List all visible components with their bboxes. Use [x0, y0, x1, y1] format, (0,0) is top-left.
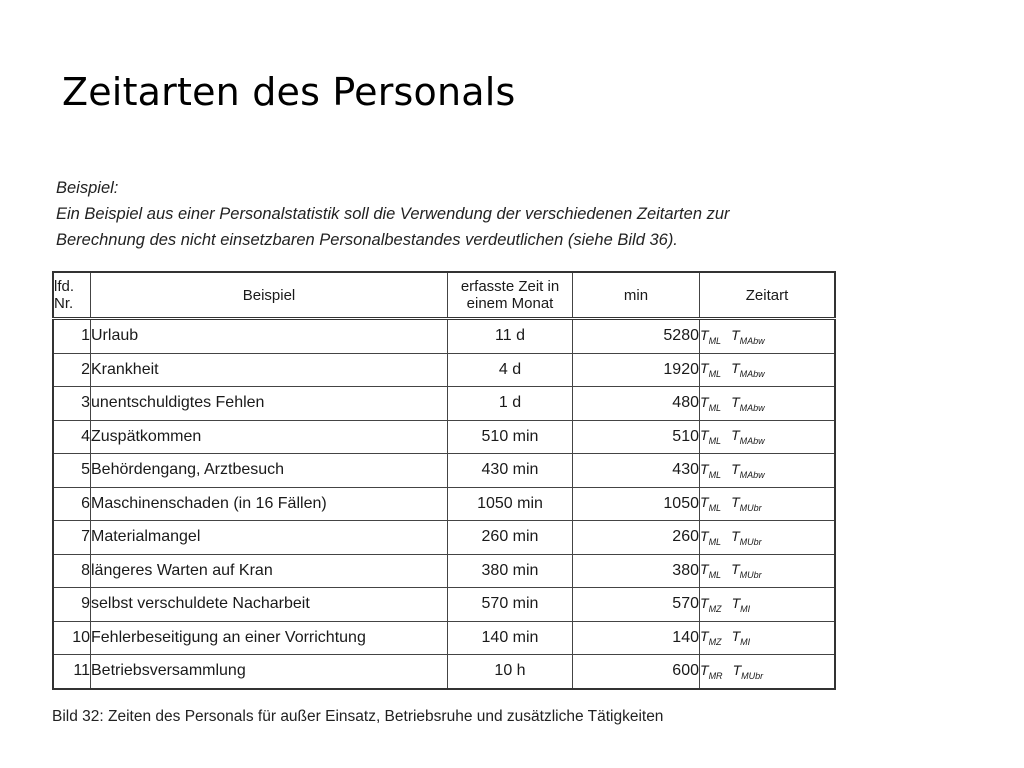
header-zeit-line2: einem Monat — [466, 295, 554, 312]
zeitart-symbol-1: $T_{ML}$ — [700, 326, 722, 346]
row-zeitart — [700, 588, 836, 622]
zeitart-symbol-1-subscript: ML — [708, 536, 722, 547]
intro-block — [52, 175, 852, 253]
zeitart-symbol-2-subscript: MUbr — [741, 670, 764, 681]
row-nr: 1 — [53, 319, 91, 354]
zeitart-symbol-2-subscript: MAbw — [739, 469, 765, 480]
row-beispiel: Zuspätkommen — [91, 420, 448, 454]
header-nr — [53, 272, 91, 319]
zeitart-symbol-2-subscript: MAbw — [739, 369, 765, 380]
row-minuten: 600 — [573, 655, 700, 689]
header-nr-line2: Nr. — [54, 295, 74, 312]
row-beispiel: Krankheit — [91, 353, 448, 387]
table-row — [53, 319, 835, 354]
row-minuten: 1920 — [573, 353, 700, 387]
table-row — [53, 588, 835, 622]
zeitart-symbol-2: $T_{MAbw}$ — [731, 460, 765, 480]
row-beispiel: Behördengang, Arztbesuch — [91, 454, 448, 488]
zeitart-symbol-2: $T_{MUbr}$ — [732, 661, 764, 681]
zeitart-symbol-2: $T_{MAbw}$ — [731, 393, 765, 413]
zeitart-symbol-1: $T_{ML}$ — [700, 360, 722, 380]
row-nr: 5 — [53, 454, 91, 488]
zeitart-symbol-1: $T_{ML}$ — [700, 527, 722, 547]
zeitart-symbol-1: $T_{MR}$ — [700, 661, 723, 681]
row-beispiel: Fehlerbeseitigung an einer Vorrichtung — [91, 621, 448, 655]
header-nr-line1: lfd. — [54, 278, 75, 295]
row-beispiel: Betriebsversammlung — [91, 655, 448, 689]
row-zeitart — [700, 420, 836, 454]
zeitart-symbol-1: $T_{ML}$ — [700, 561, 722, 581]
row-zeitart — [700, 353, 836, 387]
zeitart-symbol-2: $T_{MUbr}$ — [731, 494, 762, 514]
zeitart-symbol-2: $T_{MAbw}$ — [731, 427, 765, 447]
header-zeitart: Zeitart — [700, 272, 836, 319]
zeitart-symbol-2: $T_{MUbr}$ — [731, 527, 762, 547]
row-erfasste-zeit: 1050 min — [448, 487, 573, 521]
header-zeit-line1: erfasste Zeit in — [460, 278, 560, 295]
table-row — [53, 454, 835, 488]
zeitart-symbol-1: $T_{ML}$ — [700, 460, 722, 480]
row-beispiel: selbst verschuldete Nacharbeit — [91, 588, 448, 622]
zeitart-symbol-1: $T_{MZ}$ — [700, 628, 722, 648]
table-row — [53, 655, 835, 689]
row-erfasste-zeit: 11 d — [448, 319, 573, 354]
zeitart-symbol-2-subscript: MUbr — [739, 503, 762, 514]
row-minuten: 430 — [573, 454, 700, 488]
row-beispiel: Urlaub — [91, 319, 448, 354]
intro-label: Beispiel: — [56, 179, 119, 197]
row-beispiel: unentschuldigtes Fehlen — [91, 387, 448, 421]
row-erfasste-zeit: 260 min — [448, 521, 573, 555]
row-beispiel: Maschinenschaden (in 16 Fällen) — [91, 487, 448, 521]
table-row — [53, 387, 835, 421]
zeitart-symbol-1-subscript: MZ — [708, 637, 722, 648]
zeitart-symbol-1-subscript: MZ — [708, 603, 722, 614]
row-nr: 11 — [53, 655, 91, 689]
row-erfasste-zeit: 4 d — [448, 353, 573, 387]
figure-caption: Bild 32: Zeiten des Personals für außer Einsatz, Betriebsruhe und zusätzliche Tätigkeiten — [52, 708, 664, 725]
row-minuten: 480 — [573, 387, 700, 421]
zeitart-symbol-1-subscript: ML — [708, 436, 722, 447]
row-zeitart — [700, 387, 836, 421]
zeitart-symbol-2-subscript: MAbw — [739, 436, 765, 447]
row-nr: 6 — [53, 487, 91, 521]
row-nr: 8 — [53, 554, 91, 588]
row-nr: 3 — [53, 387, 91, 421]
header-min: min — [573, 272, 700, 319]
zeitart-symbol-1-subscript: ML — [708, 402, 722, 413]
zeitart-symbol-1: $T_{ML}$ — [700, 427, 722, 447]
zeitart-symbol-1-subscript: ML — [708, 469, 722, 480]
header-erfasste-zeit — [448, 272, 573, 319]
zeitart-symbol-2-subscript: MI — [740, 637, 751, 648]
zeitart-symbol-2-subscript: MUbr — [739, 536, 762, 547]
row-minuten: 510 — [573, 420, 700, 454]
row-zeitart — [700, 319, 836, 354]
zeitart-symbol-1-subscript: ML — [708, 369, 722, 380]
intro-line-2: Berechnung des nicht einsetzbaren Personalbestandes verdeutlichen (siehe Bild 36). — [56, 231, 678, 249]
zeitart-symbol-2-subscript: MUbr — [739, 570, 762, 581]
table-row — [53, 487, 835, 521]
zeitart-symbol-2: $T_{MI}$ — [731, 594, 751, 614]
row-nr: 4 — [53, 420, 91, 454]
table-row — [53, 554, 835, 588]
zeitart-symbol-1-subscript: ML — [708, 570, 722, 581]
zeitart-symbol-1: $T_{ML}$ — [700, 393, 722, 413]
row-erfasste-zeit: 510 min — [448, 420, 573, 454]
table-row — [53, 420, 835, 454]
zeitart-symbol-2: $T_{MAbw}$ — [731, 326, 765, 346]
table-row — [53, 621, 835, 655]
row-nr: 10 — [53, 621, 91, 655]
row-zeitart — [700, 454, 836, 488]
row-zeitart — [700, 521, 836, 555]
row-beispiel: Materialmangel — [91, 521, 448, 555]
row-erfasste-zeit: 140 min — [448, 621, 573, 655]
row-zeitart — [700, 554, 836, 588]
row-nr: 2 — [53, 353, 91, 387]
row-minuten: 140 — [573, 621, 700, 655]
zeitart-symbol-1: $T_{ML}$ — [700, 494, 722, 514]
zeitart-symbol-2-subscript: MAbw — [739, 402, 765, 413]
row-erfasste-zeit: 430 min — [448, 454, 573, 488]
row-erfasste-zeit: 1 d — [448, 387, 573, 421]
row-erfasste-zeit: 570 min — [448, 588, 573, 622]
zeitart-symbol-1: $T_{MZ}$ — [700, 594, 722, 614]
row-nr: 7 — [53, 521, 91, 555]
intro-text — [56, 175, 852, 253]
zeitart-symbol-2: $T_{MAbw}$ — [731, 360, 765, 380]
row-minuten: 1050 — [573, 487, 700, 521]
row-minuten: 5280 — [573, 319, 700, 354]
table-row — [53, 521, 835, 555]
zeitart-symbol-2-subscript: MI — [740, 603, 751, 614]
table-header-row — [53, 272, 835, 319]
row-zeitart — [700, 621, 836, 655]
zeitart-symbol-1-subscript: MR — [708, 670, 723, 681]
personal-statistik-table — [52, 271, 836, 690]
row-erfasste-zeit: 10 h — [448, 655, 573, 689]
header-beispiel: Beispiel — [91, 272, 448, 319]
zeitart-symbol-2: $T_{MI}$ — [731, 628, 751, 648]
row-minuten: 260 — [573, 521, 700, 555]
zeitart-symbol-1-subscript: ML — [708, 335, 722, 346]
row-zeitart — [700, 655, 836, 689]
zeitart-symbol-2-subscript: MAbw — [739, 335, 765, 346]
row-beispiel: längeres Warten auf Kran — [91, 554, 448, 588]
row-minuten: 380 — [573, 554, 700, 588]
zeitart-symbol-1-subscript: ML — [708, 503, 722, 514]
row-minuten: 570 — [573, 588, 700, 622]
zeitart-symbol-2: $T_{MUbr}$ — [731, 561, 762, 581]
intro-line-1: Ein Beispiel aus einer Personalstatistik soll die Verwendung der verschiedenen Zeitarten zur — [56, 205, 730, 223]
row-erfasste-zeit: 380 min — [448, 554, 573, 588]
row-nr: 9 — [53, 588, 91, 622]
table-body — [53, 319, 835, 689]
slide-title: Zeitarten des Personals — [62, 70, 516, 114]
row-zeitart — [700, 487, 836, 521]
table-row — [53, 353, 835, 387]
